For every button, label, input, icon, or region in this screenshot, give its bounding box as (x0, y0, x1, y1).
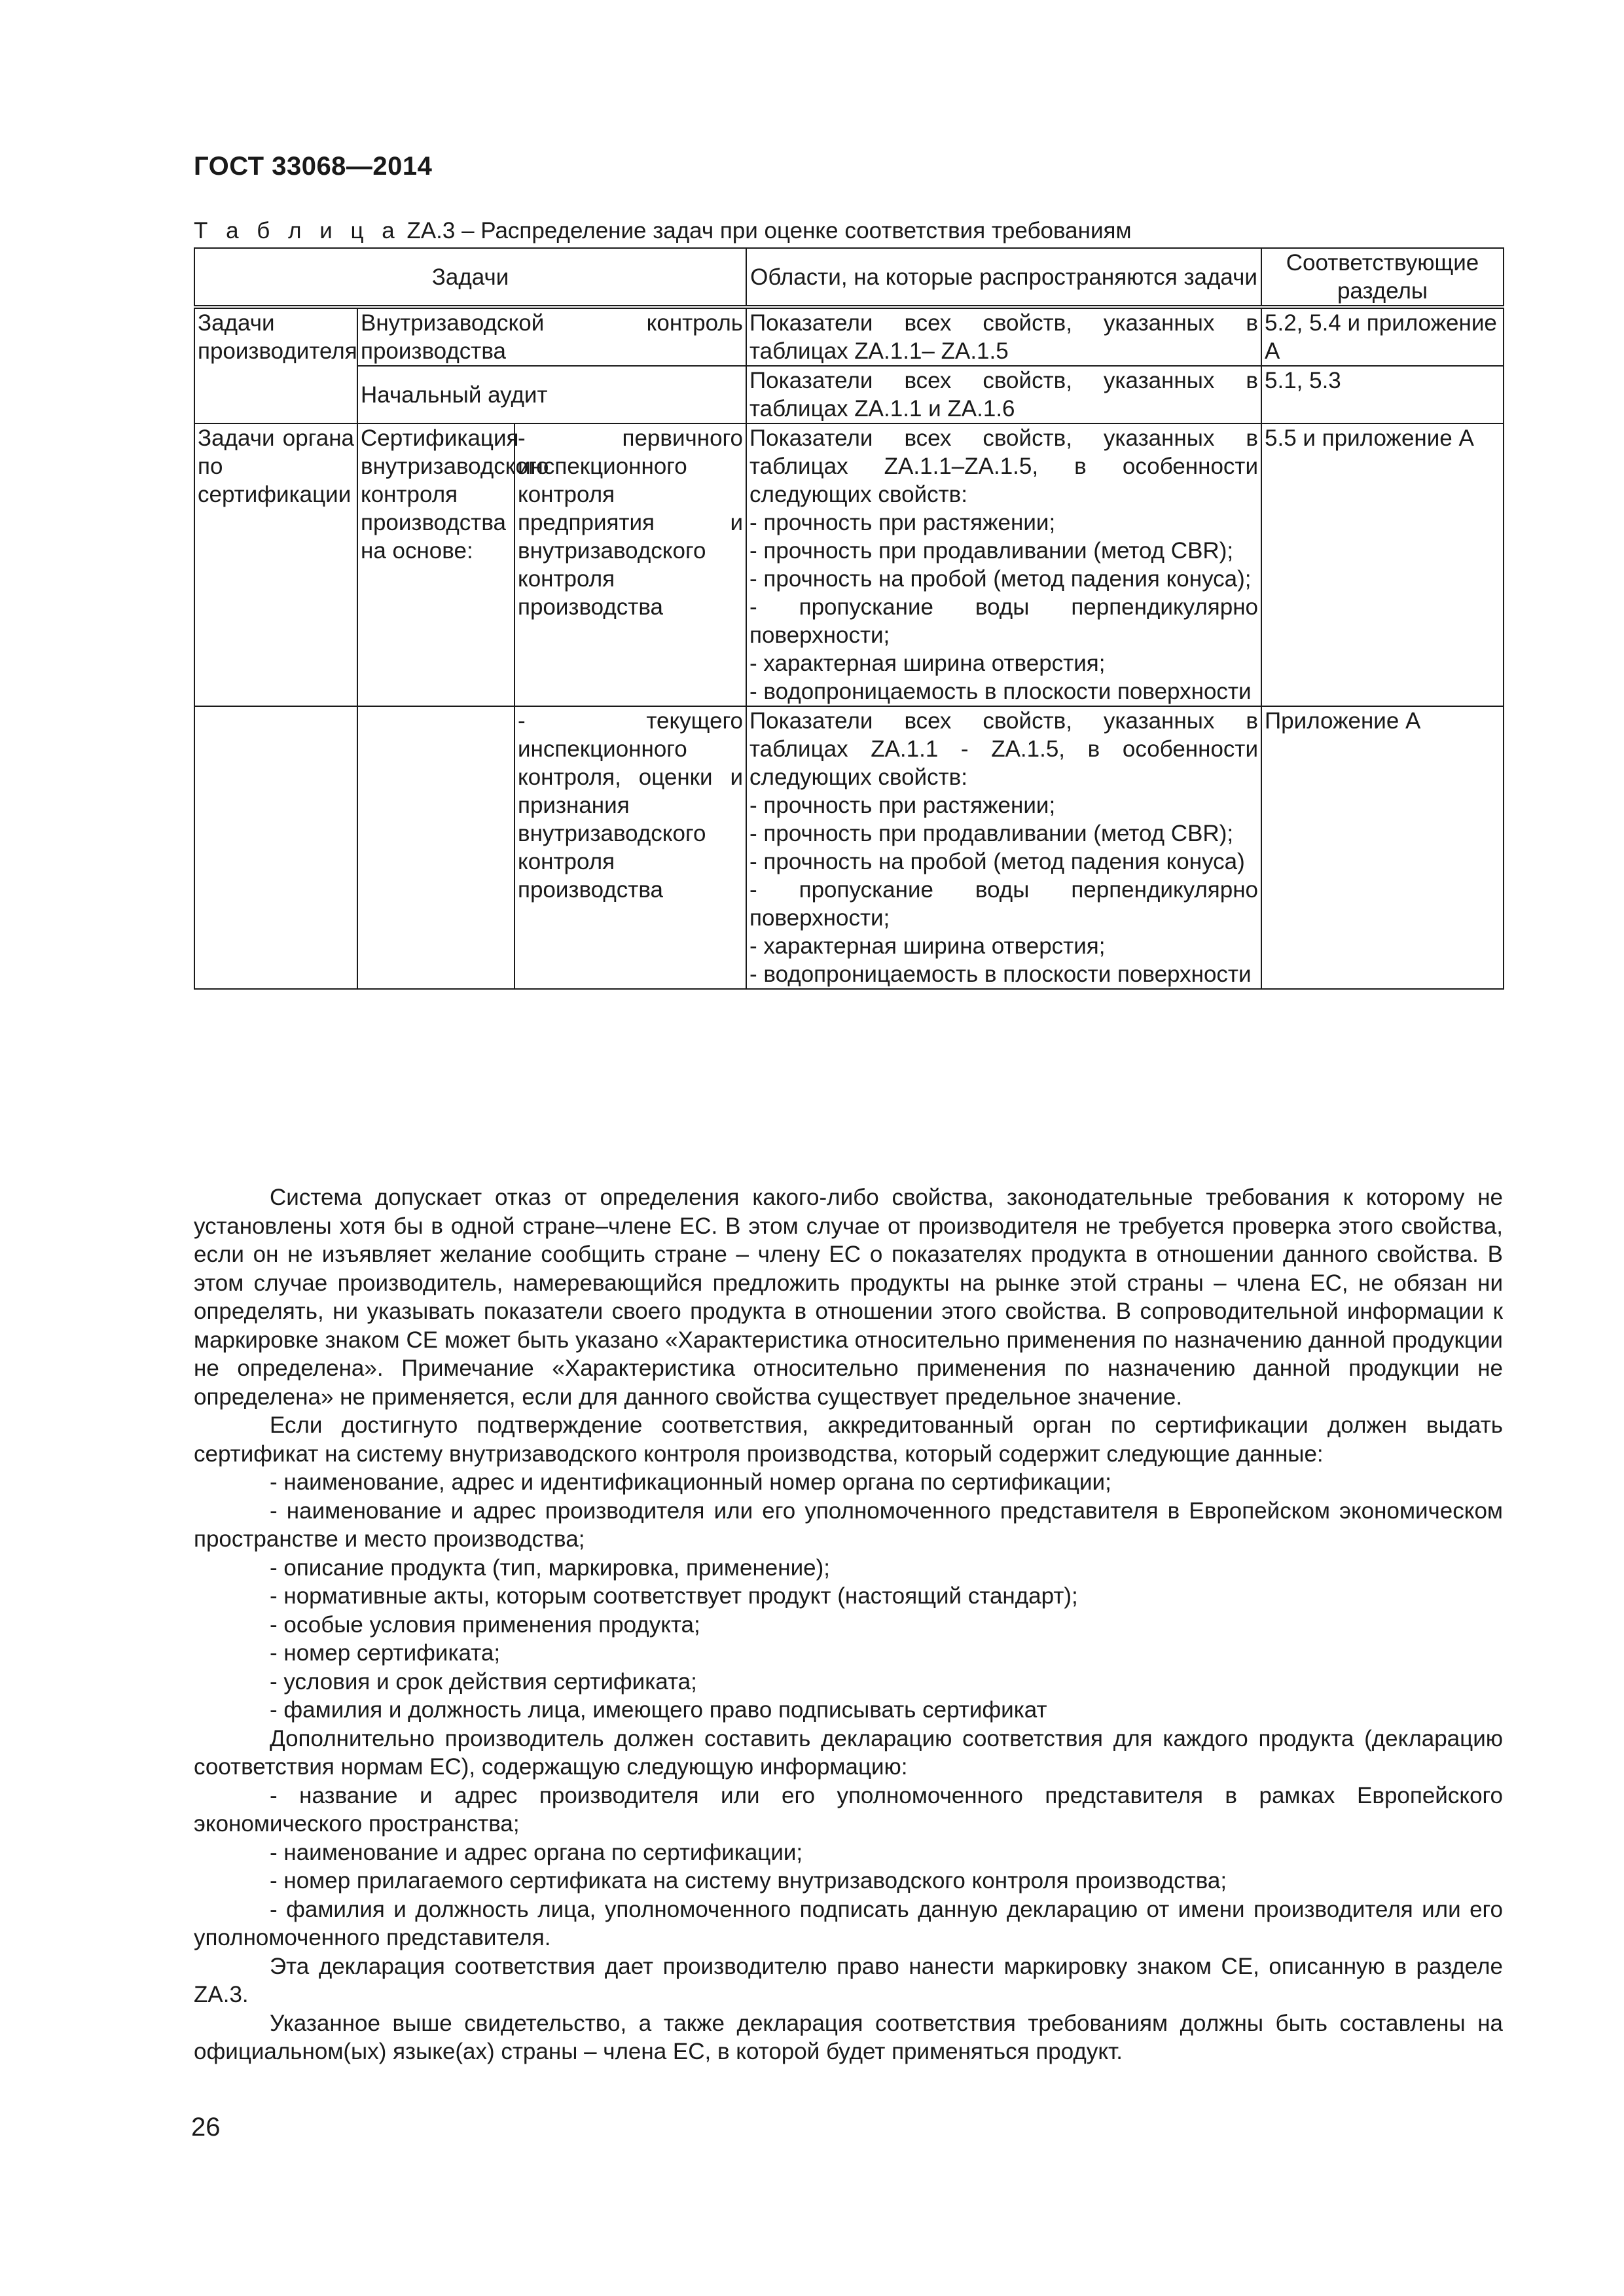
header-sections: Соответствующие разделы (1261, 248, 1504, 307)
list-item: - пропускание воды перпендикулярно поверхности; (749, 594, 1259, 648)
list-item: - пропускание воды перпендикулярно поверхности; (749, 877, 1259, 931)
list-item: - номер прилагаемого сертификата на систему внутризаводского контроля производства; (270, 1868, 1227, 1893)
list-item: - прочность на пробой (метод падения конуса); (749, 566, 1252, 592)
list-item: - прочность при продавливании (метод CBR); (749, 821, 1234, 846)
area-cell (746, 423, 1261, 706)
header-tasks: Задачи (194, 248, 746, 307)
list-item: - наименование, адрес и идентификационный номер органа по сертификации; (270, 1469, 1111, 1495)
sections-cell: 5.2, 5.4 и приложение А (1261, 307, 1504, 366)
list-item: - нормативные акты, которым соответствует продукт (настоящий стандарт); (270, 1583, 1078, 1609)
table-row (194, 366, 1504, 423)
list-item: - наименование и адрес органа по сертификации; (270, 1839, 803, 1865)
list-item: - описание продукта (тип, маркировка, применение); (270, 1554, 830, 1581)
sections-cell: 5.1, 5.3 (1261, 366, 1504, 423)
document-header: ГОСТ 33068—2014 (194, 152, 433, 181)
area-cell (746, 706, 1261, 989)
sections-cell: 5.5 и приложение А (1261, 423, 1504, 706)
manufacturer-tasks-label: Задачи производителя (194, 307, 357, 423)
list-item: - наименование и адрес производителя или его уполномоченного представителя в Европейском экономическом пространстве и место производства; (194, 1498, 1503, 1552)
empty-cell (194, 706, 357, 989)
paragraph: Дополнительно производитель должен составить декларацию соответствия для каждого продукта (декларацию соответствия нормам ЕС), содержащую следующую информацию: (194, 1725, 1503, 1780)
paragraph: Указанное выше свидетельство, а также декларация соответствия требованиям должны быть составлены на официальном(ых) языке(ах) страны – члена ЕС, в которой будет применяться продукт. (194, 2010, 1503, 2064)
table-row (194, 706, 1504, 989)
table-header-row (194, 248, 1504, 307)
list-item: - прочность при растяжении; (749, 510, 1056, 535)
paragraph: Эта декларация соответствия дает производителю право нанести маркировку знаком СЕ, описанную в разделе ZA.3. (194, 1953, 1503, 2007)
list-item: - прочность при растяжении; (749, 793, 1056, 818)
list-item: - водопроницаемость в плоскости поверхности (749, 961, 1252, 987)
certification-body-tasks-label: Задачи органа по сертификации (194, 423, 357, 706)
task-cell: Внутризаводской контроль производства (357, 307, 746, 366)
list-item: - номер сертификата; (270, 1640, 501, 1666)
list-item: - особые условия применения продукта; (270, 1611, 700, 1638)
subtask-cell: - текущего инспекционного контроля, оценки и признания внутризаводского контроля производства (514, 706, 746, 989)
area-intro: Показатели всех свойств, указанных в таблицах ZA.1.1 - ZA.1.5, в особенности следующих свойств: (749, 708, 1259, 790)
subtask-cell: - первичного инспекционного контроля предприятия и внутризаводского контроля производства (514, 423, 746, 706)
list-item: - фамилия и должность лица, имеющего право подписывать сертификат (270, 1697, 1047, 1723)
sections-cell: Приложение А (1261, 706, 1504, 989)
paragraph: Если достигнуто подтверждение соответствия, аккредитованный орган по сертификации должен выдать сертификат на систему внутризаводского контроля производства, который содержит следующие данные: (194, 1412, 1503, 1467)
list-item: - прочность при продавливании (метод CBR); (749, 538, 1234, 564)
body-text (194, 1183, 1503, 2066)
table-row (194, 423, 1504, 706)
header-areas: Области, на которые распространяются задачи (746, 248, 1261, 307)
area-cell: Показатели всех свойств, указанных в таблицах ZA.1.1 и ZA.1.6 (746, 366, 1261, 423)
list-item: - характерная ширина отверстия; (749, 651, 1106, 676)
paragraph: Система допускает отказ от определения какого-либо свойства, законодательные требования к которому не установлены хотя бы в одной стране–члене ЕС. В этом случае от производителя не требуется проверка этого свойства, если он не изъявляет желание сообщить стране – члену ЕС о показателях продукта в отношении данного свойства. В этом случае производитель, намеревающийся предложить продукты на рынке этой страны – члена ЕС, не обязан ни определять, ни указывать показатели своего продукта в отношении этого свойства. В сопроводительной информации к маркировке знаком СЕ может быть указано «Характеристика относительно применения по назначению данной продукции не определена». Примечание «Характеристика относительно применения по назначению данной продукции не определена» не применяется, если для данного свойства существует предельное значение. (194, 1185, 1503, 1410)
list-item: - водопроницаемость в плоскости поверхности (749, 679, 1252, 704)
page-number: 26 (191, 2113, 221, 2142)
za3-table (194, 247, 1504, 990)
empty-cell (357, 706, 514, 989)
certification-basis-cell: Сертификация внутризаводского контроля производства на основе: (357, 423, 514, 706)
table-row (194, 307, 1504, 366)
list-item: - прочность на пробой (метод падения конуса) (749, 849, 1245, 874)
area-cell: Показатели всех свойств, указанных в таблицах ZA.1.1– ZA.1.5 (746, 307, 1261, 366)
task-cell: Начальный аудит (357, 366, 746, 423)
list-item: - характерная ширина отверстия; (749, 933, 1106, 959)
list-item: - условия и срок действия сертификата; (270, 1668, 697, 1695)
table-caption-word: Т а б л и ц а (194, 218, 401, 243)
list-item: - название и адрес производителя или его уполномоченного представителя в рамках Европейского экономического пространства; (194, 1782, 1503, 1837)
table-caption (194, 218, 1132, 244)
list-item: - фамилия и должность лица, уполномоченного подписать данную декларацию от имени производителя или его уполномоченного представителя. (194, 1896, 1503, 1950)
area-intro: Показатели всех свойств, указанных в таблицах ZA.1.1–ZA.1.5, в особенности следующих свойств: (749, 425, 1259, 507)
table-caption-title: ZA.3 – Распределение задач при оценке соответствия требованиям (400, 218, 1132, 243)
